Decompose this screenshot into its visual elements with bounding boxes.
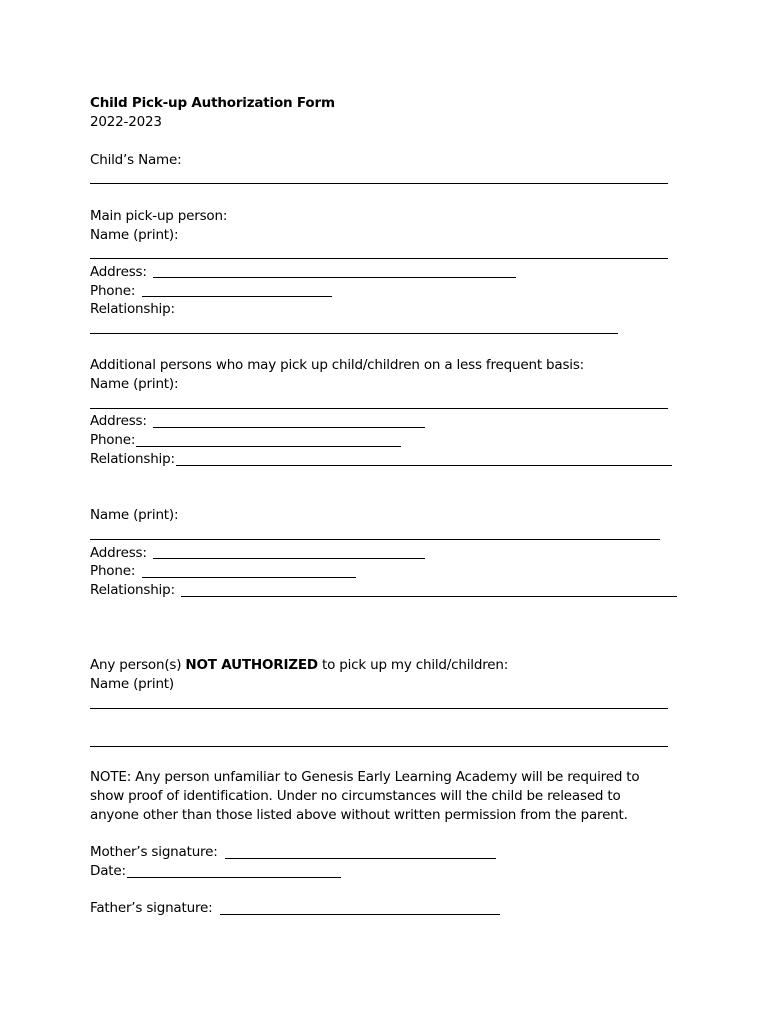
date-label: Date: <box>90 863 126 879</box>
note-line-3: anyone other than those listed above without written permission from the parent. <box>90 807 628 823</box>
additional-person2-address-field[interactable] <box>153 558 425 559</box>
additional-person1-address-field[interactable] <box>153 427 425 428</box>
additional-person1-relationship-field[interactable] <box>176 465 672 466</box>
not-authorized-prefix: Any person(s) <box>90 657 186 673</box>
additional-person1-phone-field[interactable] <box>136 446 401 447</box>
main-person-address-field[interactable] <box>153 277 516 278</box>
main-person-heading: Main pick-up person: <box>90 208 228 224</box>
not-authorized-emphasis: NOT AUTHORIZED <box>185 657 318 673</box>
additional-persons-heading: Additional persons who may pick up child/children on a less frequent basis: <box>90 357 585 373</box>
father-signature-label: Father’s signature: <box>90 900 213 916</box>
main-person-relationship-label: Relationship: <box>90 301 175 317</box>
main-person-phone-label: Phone: <box>90 283 136 299</box>
main-person-name-field[interactable] <box>90 258 668 259</box>
form-title: Child Pick-up Authorization Form <box>90 95 335 111</box>
additional-person2-relationship-label: Relationship: <box>90 582 175 598</box>
note-line-2: show proof of identification. Under no circumstances will the child be released to <box>90 788 621 804</box>
date-field[interactable] <box>127 877 341 878</box>
not-authorized-name-label: Name (print) <box>90 676 174 692</box>
additional-person1-address-label: Address: <box>90 413 147 429</box>
not-authorized-name-field-1[interactable] <box>90 708 668 709</box>
additional-person1-phone-label: Phone: <box>90 432 136 448</box>
father-signature-field[interactable] <box>220 914 500 915</box>
child-name-label: Child’s Name: <box>90 152 182 168</box>
mother-signature-field[interactable] <box>225 858 496 859</box>
not-authorized-name-field-2[interactable] <box>90 746 668 747</box>
additional-person2-phone-label: Phone: <box>90 563 136 579</box>
additional-person1-relationship-label: Relationship: <box>90 451 175 467</box>
main-person-name-label: Name (print): <box>90 227 179 243</box>
main-person-phone-field[interactable] <box>142 296 332 297</box>
not-authorized-suffix: to pick up my child/children: <box>317 657 509 673</box>
note-line-1: NOTE: Any person unfamiliar to Genesis Early Learning Academy will be required to <box>90 769 640 785</box>
additional-person2-name-field[interactable] <box>90 539 660 540</box>
additional-person1-name-field[interactable] <box>90 408 668 409</box>
additional-person2-phone-field[interactable] <box>142 577 356 578</box>
additional-person2-address-label: Address: <box>90 545 147 561</box>
mother-signature-label: Mother’s signature: <box>90 844 218 860</box>
main-person-relationship-field[interactable] <box>90 333 618 334</box>
not-authorized-heading <box>90 657 508 673</box>
form-year: 2022-2023 <box>90 114 162 130</box>
additional-person2-relationship-field[interactable] <box>181 596 677 597</box>
additional-person2-name-label: Name (print): <box>90 507 179 523</box>
main-person-address-label: Address: <box>90 264 147 280</box>
additional-person1-name-label: Name (print): <box>90 376 179 392</box>
child-name-field[interactable] <box>90 183 668 184</box>
